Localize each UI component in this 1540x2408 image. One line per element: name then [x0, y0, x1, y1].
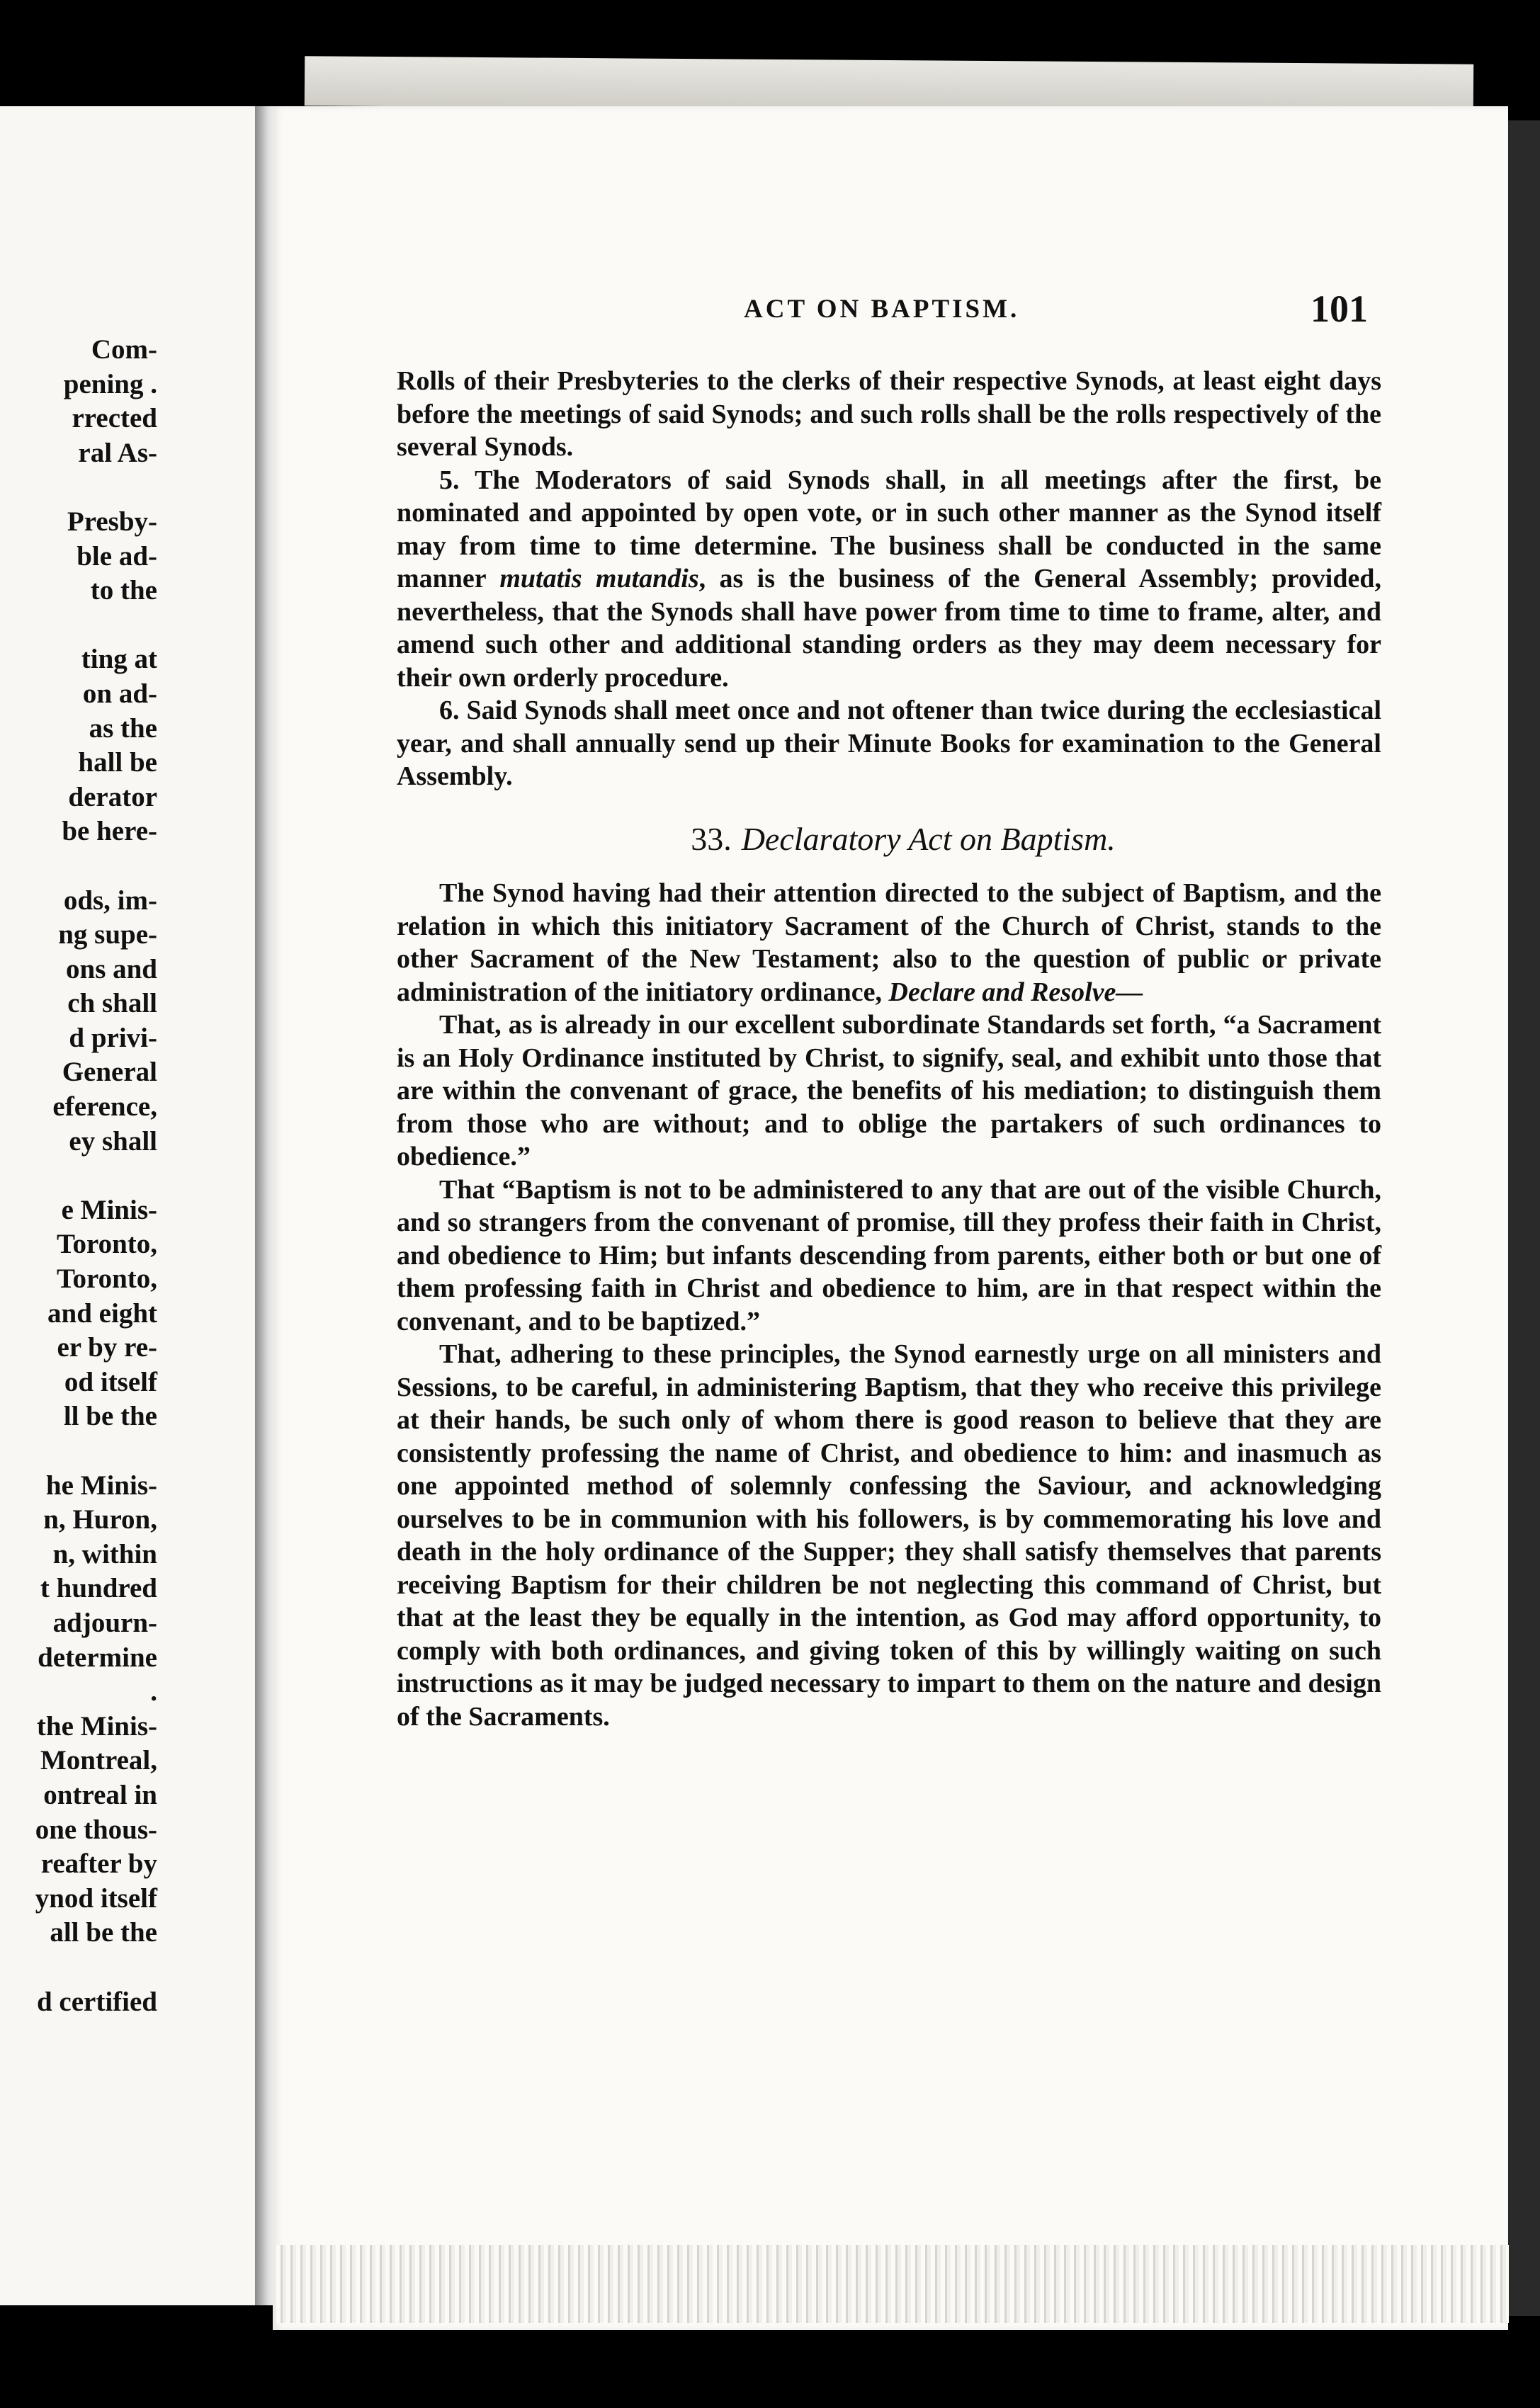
left-page-line: . [150, 1676, 157, 1708]
left-page-line: adjourn- [52, 1607, 157, 1638]
section-title: Declaratory Act on Baptism. [741, 820, 1116, 857]
running-head: ACT ON BAPTISM. [744, 295, 1020, 324]
left-page-line: all be the [50, 1917, 157, 1948]
left-page-line: the Minis- [36, 1710, 157, 1742]
paragraph-synod-baptism [397, 877, 1381, 1009]
page-edge [305, 56, 1473, 114]
left-page-line: Toronto, [57, 1229, 157, 1260]
left-page-line: e Minis- [61, 1194, 157, 1225]
left-page [0, 106, 255, 2305]
page-body [397, 365, 1381, 1733]
left-page-line: pening . [63, 368, 157, 399]
italic-phrase: Declare and Resolve— [888, 977, 1143, 1007]
left-page-line: and eight [47, 1297, 157, 1329]
left-page-line: ng supe- [58, 919, 157, 950]
left-page-line [35, 608, 157, 643]
left-page-line: on ad- [82, 678, 157, 709]
left-page-line: ons and [66, 953, 157, 984]
left-page-line: be here- [62, 816, 157, 847]
left-page-line: Toronto, [57, 1263, 157, 1295]
left-page-line: as the [89, 712, 157, 744]
left-page-line: n, within [52, 1538, 157, 1569]
paragraph-principles: That, adhering to these principles, the Synod earnestly urge on all ministers and Sessions, to be careful, in administering Baptism, that they who receive this privilege at their hands, be such only of whom there is good reason to believe that they are consistently professing the name of Christ, and obedience to him: and inasmuch as one appointed method of solemnly confessing the Saviour, and acknowledging ourselves to be in communion with his followers, is by commemorating his love and death in the holy ordinance of the Supper; they shall satisfy themselves that parents receiving Baptism for their children be not neglecting this command of Christ, but that at the least they be equally in the intention, as God may afford opportunity, to comply with both ordinances, and giving token of this by willingly waiting on such instructions as it may be judged necessary to impart to them on the nature and design of the Sacraments. [397, 1339, 1381, 1732]
left-page-line: Montreal, [40, 1745, 157, 1776]
left-page-text [35, 333, 157, 2019]
left-page-line [35, 1950, 157, 1985]
left-page-line: ods, im- [63, 885, 157, 916]
left-page-line: t hundred [40, 1573, 157, 1604]
paragraph-text: 5. The Moderators of said Synods shall, in all meetings after the first, be nominated and appointed by open vote, or in such other manner as the Synod itself may from time to time determine. The business shall be conducted in the same manner [397, 465, 1381, 594]
left-page-line: hall be [78, 747, 157, 778]
right-page-edge [1508, 120, 1540, 2316]
left-page-line: ble ad- [77, 540, 157, 572]
left-page-line: n, Huron, [43, 1504, 157, 1535]
paragraph-synod-meetings: 6. Said Synods shall meet once and not oftener than twice during the ecclesiastical year, and shall annually send up their Minute Books for examination to the General Assembly. [397, 695, 1381, 791]
section-heading [397, 820, 1381, 857]
paragraph-text: The Synod having had their attention directed to the subject of Baptism, and the relation in which this initiatory Sacrament of the Church of Christ, stands to the other Sacrament of the New Testament; also to the question of public or private administration of the initiatory ordinance, [397, 878, 1381, 1007]
left-page-line: General [62, 1057, 157, 1088]
page-number: 101 [1310, 288, 1368, 330]
left-page-line [35, 1434, 157, 1469]
left-page-line: rrected [72, 403, 157, 434]
left-page-line: d certified [36, 1986, 157, 2017]
left-page-line: derator [68, 781, 157, 812]
section-number: 33. [691, 820, 732, 857]
left-page-line: one thous- [35, 1814, 157, 1845]
left-page-line: eference, [52, 1091, 157, 1123]
left-page-line: to the [90, 575, 157, 606]
left-page-line: ral As- [78, 437, 157, 468]
paragraph-text: , as is the business of the General Assembly; provided, nevertheless, that the Synods shall have power from time to time to frame, alter, and amend such other and additional standing orders as they may deem necessary for their own orderly procedure. [397, 564, 1381, 693]
left-page-line [35, 470, 157, 505]
left-page-line: ey shall [69, 1125, 157, 1157]
left-page-line: d privi- [69, 1022, 157, 1053]
left-page-line: ch shall [67, 988, 157, 1019]
left-page-line: ting at [81, 644, 157, 675]
left-page-line: determine [38, 1642, 157, 1673]
left-page-line [35, 849, 157, 884]
left-page-line: reafter by [40, 1848, 157, 1880]
left-page-line: ontreal in [43, 1779, 157, 1810]
left-page-line: ynod itself [35, 1882, 157, 1914]
left-page-line: ll be the [63, 1401, 157, 1432]
left-page-line: he Minis- [45, 1470, 157, 1501]
paragraph-baptism-administration: That “Baptism is not to be administered to any that are out of the visible Church, and so strangers from the convenant of promise, till they profess their faith in Christ, and obedience to Him; but infants descending from parents, either both or but one of them professing faith in Christ and obedience to him, are in that respect within the convenant, and to be baptized.” [397, 1174, 1381, 1336]
left-page-line: od itself [64, 1366, 157, 1397]
paragraph-moderators [397, 464, 1381, 695]
left-page-line: Com- [91, 334, 157, 365]
italic-phrase: mutatis mutandis [499, 564, 699, 594]
left-page-line [35, 1159, 157, 1193]
paragraph-synod-rolls: Rolls of their Presbyteries to the clerks of their respective Synods, at least eight days before the meetings of said Synods; and such rolls shall be the rolls respectively of the several Synods. [397, 366, 1381, 462]
left-page-line: Presby- [67, 506, 157, 537]
paragraph-sacrament: That, as is already in our excellent subordinate Standards set forth, “a Sacrament is an Holy Ordinance instituted by Christ, to signify, seal, and exhibit unto those that are within the convenant of grace, the benefits of his mediation; to distinguish them from those who are without; and to oblige the partakers of such ordinances to obedience.” [397, 1010, 1381, 1171]
left-page-line: er by re- [57, 1332, 157, 1363]
page-bottom-edge [276, 2245, 1509, 2323]
